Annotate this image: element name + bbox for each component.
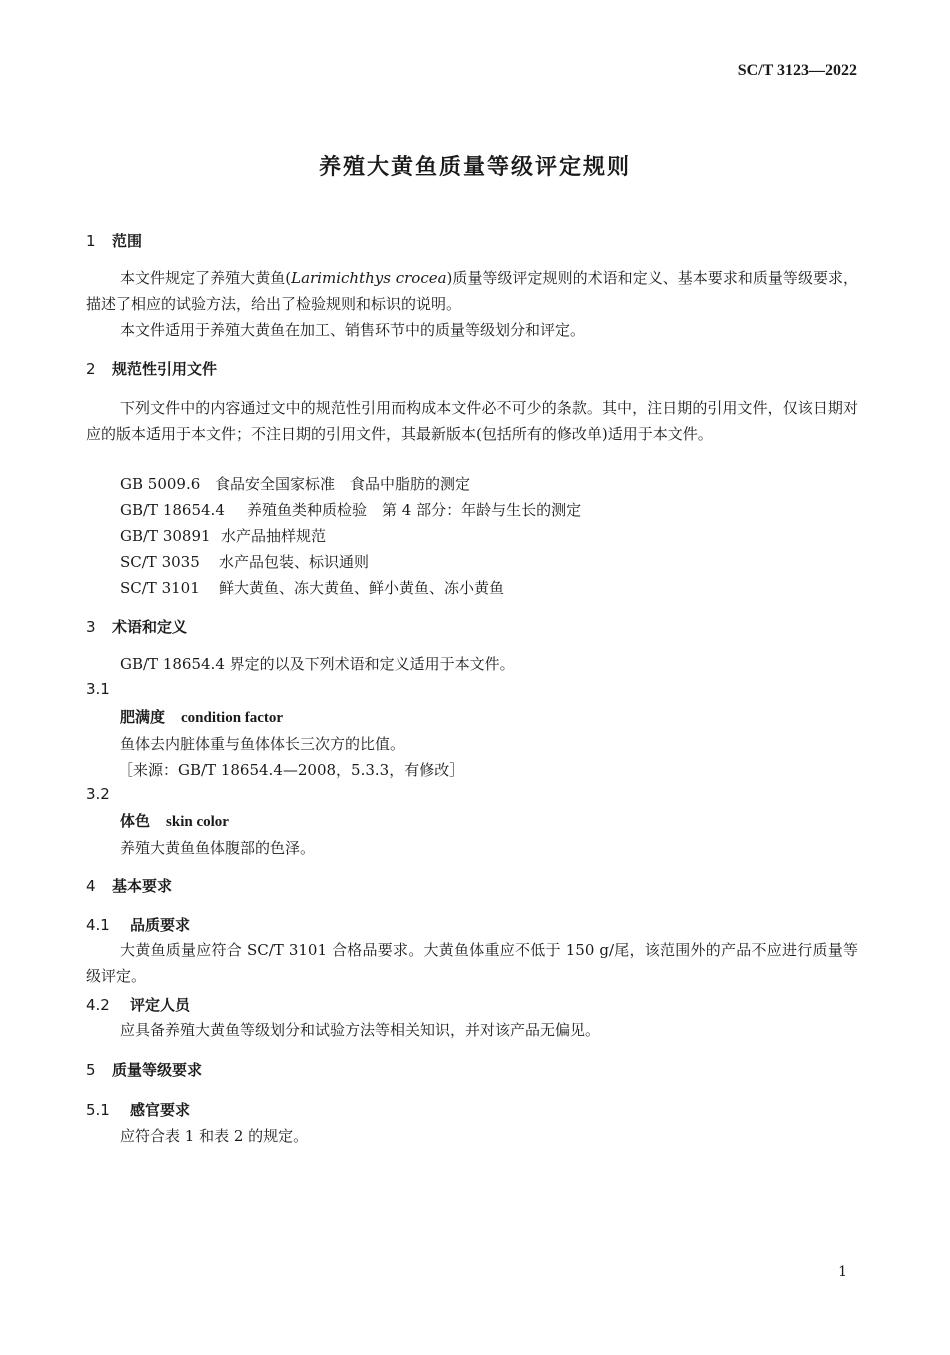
subsection-4-2-heading: 4.2 评定人员 <box>86 996 191 1014</box>
term-source: ［来源：GB/T 18654.4—2008，5.3.3，有修改］ <box>118 761 465 779</box>
scope-paragraph-1: 本文件规定了养殖大黄鱼(Larimichthys crocea)质量等级评定规则的术语和定义、基本要求和质量等级要求，描述了相应的试验方法，给出了检验规则和标识的说明。 <box>86 269 859 313</box>
section-4-heading: 4 基本要求 <box>86 877 173 895</box>
page-number: 1 <box>838 1264 847 1280</box>
reference-item: GB 5009.6 食品安全国家标准 食品中脂肪的测定 <box>120 475 471 493</box>
standard-code: SC/T 3123—2022 <box>737 62 857 79</box>
document-title: 养殖大黄鱼质量等级评定规则 <box>318 155 631 180</box>
term-en: condition factor <box>181 710 284 726</box>
scientific-name: Larimichthys crocea <box>291 269 447 287</box>
term-number: 3.1 <box>86 680 110 698</box>
scope-paragraph-2: 本文件适用于养殖大黄鱼在加工、销售环节中的质量等级划分和评定。 <box>120 321 586 339</box>
section-number: 1 <box>86 232 96 250</box>
term-definition: 鱼体去内脏体重与鱼体体长三次方的比值。 <box>120 735 406 753</box>
quality-requirement-paragraph: 大黄鱼质量应符合 SC/T 3101 合格品要求。大黄鱼体重应不低于 150 g/尾，该范围外的产品不应进行质量等级评定。 <box>86 941 858 985</box>
reference-item: SC/T 3035 水产品包装、标识通则 <box>120 553 370 571</box>
references-intro: 下列文件中的内容通过文中的规范性引用而构成本文件必不可少的条款。其中，注日期的引用文件，仅该日期对应的版本适用于本文件；不注日期的引用文件，其最新版本(包括所有的修改单)适用于本文件。 <box>86 399 858 443</box>
term-heading <box>120 706 283 727</box>
section-2-heading: 2 规范性引用文件 <box>86 360 218 378</box>
reference-item: GB/T 18654.4 养殖鱼类种质检验 第 4 部分：年龄与生长的测定 <box>120 501 582 519</box>
reference-item: GB/T 30891 水产品抽样规范 <box>120 527 327 545</box>
subsection-4-1-heading: 4.1 品质要求 <box>86 916 191 934</box>
term-definition: 养殖大黄鱼鱼体腹部的色泽。 <box>120 839 316 857</box>
section-5-heading: 5 质量等级要求 <box>86 1061 203 1079</box>
term-en: skin color <box>166 814 229 830</box>
section-3-heading: 3 术语和定义 <box>86 618 188 636</box>
assessor-requirement-paragraph: 应具备养殖大黄鱼等级划分和试验方法等相关知识，并对该产品无偏见。 <box>120 1021 601 1039</box>
term-zh: 肥满度 <box>120 708 166 726</box>
section-1-heading <box>86 230 142 251</box>
terms-intro: GB/T 18654.4 界定的以及下列术语和定义适用于本文件。 <box>120 655 515 673</box>
section-title: 范围 <box>112 232 143 250</box>
reference-item: SC/T 3101 鲜大黄鱼、冻大黄鱼、鲜小黄鱼、冻小黄鱼 <box>120 579 505 597</box>
term-number: 3.2 <box>86 785 110 803</box>
subsection-5-1-heading: 5.1 感官要求 <box>86 1101 191 1119</box>
sensory-requirement-paragraph: 应符合表 1 和表 2 的规定。 <box>120 1127 309 1145</box>
term-zh: 体色 <box>120 812 151 830</box>
term-heading <box>120 810 229 831</box>
